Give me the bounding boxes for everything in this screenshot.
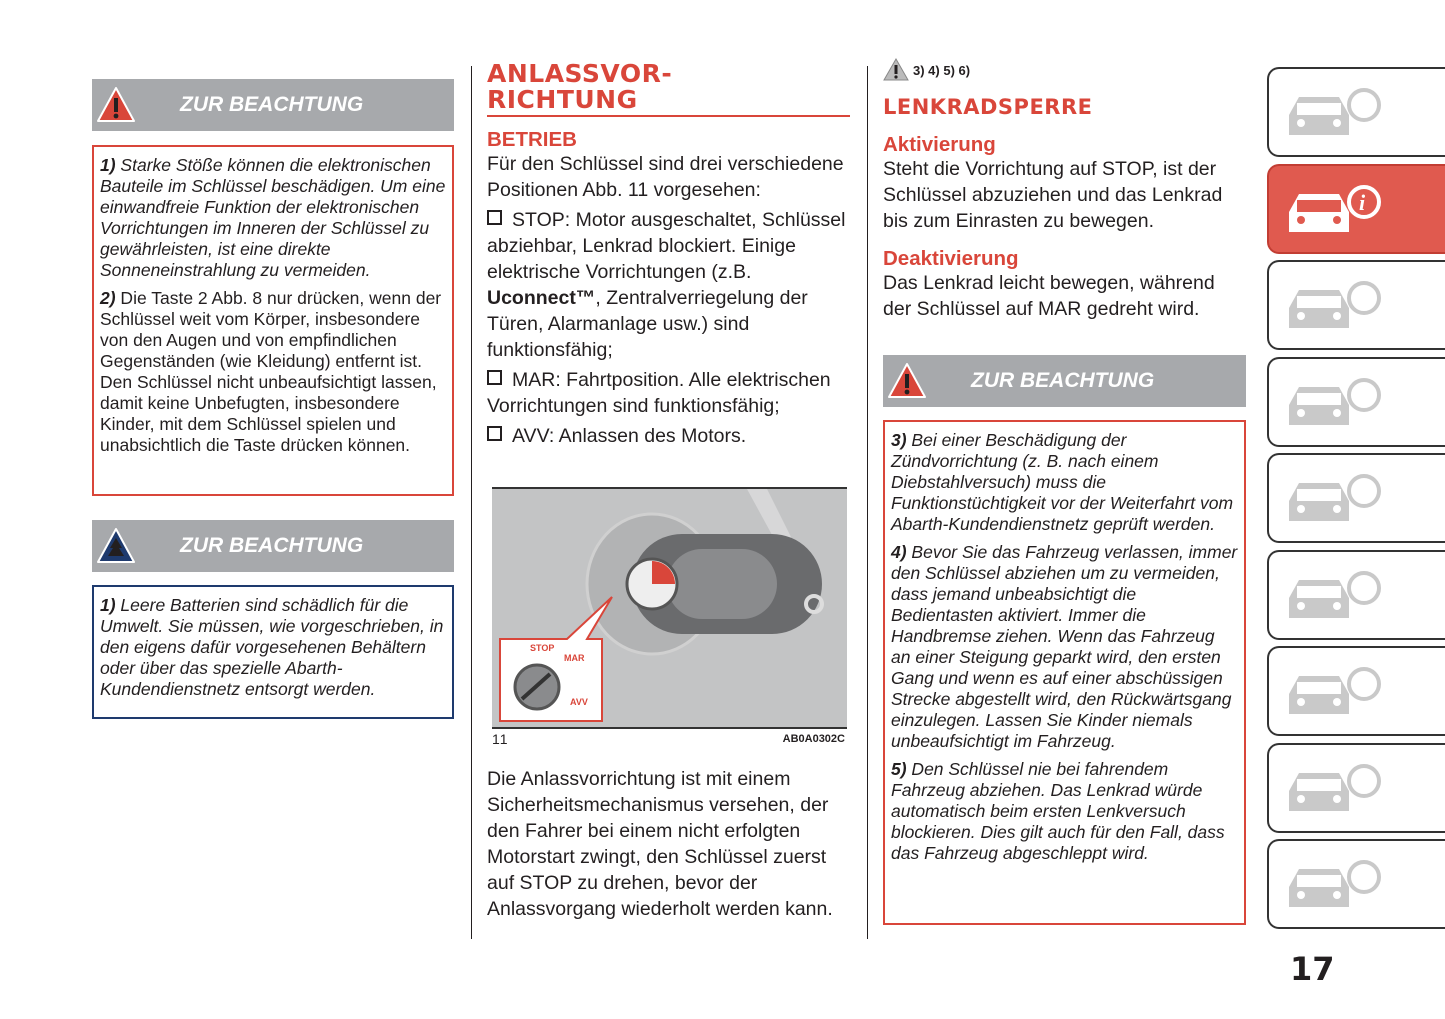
- deactivation-text: Das Lenkrad leicht bewegen, während der Schlüssel auf MAR gedreht wird.: [883, 272, 1215, 320]
- key-steering-icon: [1279, 461, 1389, 537]
- checkbox-bullet-icon: [487, 210, 502, 225]
- bullet-text: STOP: Motor ausgeschaltet, Schlüssel abziehbar, Lenkrad blockiert. Einige elektrische Vorrichtungen (z.B.: [487, 209, 846, 283]
- car-maintenance-icon: [1279, 654, 1389, 730]
- bullet-text: AVV: Anlassen des Motors.: [512, 425, 747, 447]
- chapter-tab[interactable]: [1267, 260, 1445, 350]
- label-mar: MAR: [564, 653, 585, 663]
- warning-item: [100, 595, 446, 700]
- bullet-text: , Zentralverriegelung der Türen, Alarmanlage usw.) sind funktionsfähig;: [487, 287, 808, 361]
- item-number: 2): [100, 288, 116, 308]
- page-number: 17: [1290, 950, 1335, 988]
- warning-title: ZUR BEACHTUNG: [180, 93, 364, 116]
- subsection-title: Aktivierung: [883, 133, 996, 156]
- warning-title: ZUR BEACHTUNG: [180, 534, 364, 557]
- checkbox-bullet-icon: [487, 426, 502, 441]
- closing-paragraph: Die Anlassvorrichtung ist mit einem Sicherheitsmechanismus versehen, der den Fahrer bei einem nicht erfolgten Motorstart zwingt, den Schlüssel zuerst auf STOP zu drehen, bevor der Anlassvorgang wiederholt werden kann.: [487, 768, 833, 920]
- item-number: 1): [100, 155, 116, 175]
- item-text: Bei einer Beschädigung der Zündvorrichtung (z. B. nach einem Diebstahlversuch) muss die Funktionstüchtigkeit vor der Weiterfahrt vom Abarth-Kundendienstnetz geprüft werden.: [891, 430, 1234, 534]
- bullet-bold: Uconnect™: [487, 287, 596, 309]
- checkbox-bullet-icon: [487, 370, 502, 385]
- subsection-title: BETRIEB: [487, 128, 577, 151]
- warning-triangle-icon: [883, 58, 909, 82]
- label-stop: STOP: [530, 643, 555, 653]
- chapter-tab[interactable]: [1267, 357, 1445, 447]
- car-info-icon: [1279, 172, 1389, 248]
- item-number: 1): [100, 595, 116, 615]
- warning-item: [100, 155, 446, 281]
- warning-item: [100, 288, 446, 456]
- item-text: Leere Batterien sind schädlich für die Umwelt. Sie müssen, wie vorgeschrieben, in den eigens dafür vorgesehenen Behältern oder über das spezielle Abarth-Kundendienstnetz entsorgt werden.: [100, 595, 444, 699]
- chapter-tab[interactable]: [1267, 453, 1445, 543]
- figure-ignition-key: [492, 487, 847, 729]
- body-text: [487, 151, 850, 449]
- item-text: Starke Stöße können die elektronischen Bauteile im Schlüssel beschädigen. Um eine einwandfreie Funktion der elektronischen Vorrichtungen im Inneren der Schlüssel zu gewährleisten, ist eine direkte Sonneneinstrahlung zu vermeiden.: [100, 155, 446, 280]
- chapter-tab[interactable]: [1267, 646, 1445, 736]
- warning-triangle-icon: [95, 85, 137, 125]
- section-title: LENKRADSPERRE: [883, 95, 1093, 119]
- chapter-tab[interactable]: [1267, 550, 1445, 640]
- middle-column: [487, 61, 850, 453]
- svg-text:i: i: [1359, 189, 1366, 215]
- title-line: RICHTUNG: [487, 85, 638, 114]
- column-divider: [867, 66, 868, 939]
- car-emergency-icon: [1279, 558, 1389, 634]
- warning-item: [891, 542, 1238, 752]
- warning-lights-icon: [1279, 268, 1389, 344]
- warning-box-3: [883, 420, 1246, 925]
- warning-item: [891, 759, 1238, 864]
- title-underline: [487, 115, 850, 117]
- item-text: Die Taste 2 Abb. 8 nur drücken, wenn der Schlüssel weit vom Körper, insbesondere von den Augen und von empfindlichen Gegenständen (wie Kleidung) entfernt ist. Den Schlüssel nicht unbeaufsichtigt lassen, damit keine Unbefugten, insbesondere Kinder, mit dem Schlüssel spielen und unabsichtlich die Taste drücken können.: [100, 288, 442, 455]
- figure-number: 11: [492, 731, 509, 747]
- item-text: Bevor Sie das Fahrzeug verlassen, immer den Schlüssel abziehen um zu vermeiden, dass jemand unbeabsichtigt die Bedientasten aktiviert. Immer die Handbremse ziehen. Wenn das Fahrzeug an einer Steigung geparkt wird, den ersten Gang und wenn es auf einer abschüssigen Strecke abgestellt wird, den Rückwärtsgang einzulegen. Lassen Sie Kinder niemals unbeaufsichtigt im Fahrzeug.: [891, 542, 1238, 751]
- warning-refs: [883, 58, 1246, 82]
- title-line: ANLASSVOR-: [487, 59, 673, 88]
- right-column: [883, 58, 1246, 322]
- technical-data-icon: [1279, 751, 1389, 827]
- safety-airbag-icon: [1279, 365, 1389, 441]
- warning-box-2: [92, 585, 454, 719]
- section-title: [487, 61, 850, 113]
- bullet-stop: [487, 207, 850, 363]
- key-illustration: [492, 489, 847, 727]
- chapter-tab[interactable]: [1267, 164, 1445, 254]
- item-number: 3): [891, 430, 907, 450]
- warning-header-1: [92, 79, 454, 131]
- chapter-tab[interactable]: [1267, 839, 1445, 929]
- chapter-tab[interactable]: [1267, 743, 1445, 833]
- figure-code: AB0A0302C: [782, 733, 845, 745]
- item-number: 4): [891, 542, 907, 562]
- warning-item: [891, 430, 1238, 535]
- car-search-icon: [1279, 75, 1389, 151]
- label-avv: AVV: [570, 697, 588, 707]
- index-icon: [1279, 847, 1389, 923]
- subsection-title: Deaktivierung: [883, 247, 1019, 270]
- chapter-tab[interactable]: [1267, 67, 1445, 157]
- environment-tree-icon: [95, 526, 137, 566]
- warning-box-1: [92, 145, 454, 496]
- refs-text: 3) 4) 5) 6): [913, 62, 971, 78]
- item-text: Den Schlüssel nie bei fahrendem Fahrzeug abziehen. Das Lenkrad würde automatisch beim ersten Lenkversuch blockieren. Dies gilt auch für den Fall, dass das Fahrzeug abgeschleppt wird.: [891, 759, 1225, 863]
- bullet-text: MAR: Fahrtposition. Alle elektrischen Vorrichtungen sind funktionsfähig;: [487, 369, 831, 417]
- warning-title: ZUR BEACHTUNG: [971, 369, 1155, 392]
- bullet-mar: [487, 367, 850, 419]
- item-number: 5): [891, 759, 907, 779]
- activation-text: Steht die Vorrichtung auf STOP, ist der Schlüssel abzuziehen und das Lenkrad bis zum Einrasten zu bewegen.: [883, 158, 1223, 232]
- warning-triangle-icon: [886, 361, 928, 401]
- warning-header-2: [92, 520, 454, 572]
- column-divider: [471, 66, 472, 939]
- bullet-avv: [487, 423, 850, 449]
- intro-paragraph: Für den Schlüssel sind drei verschiedene Positionen Abb. 11 vorgesehen:: [487, 153, 844, 201]
- warning-header-3: [883, 355, 1246, 407]
